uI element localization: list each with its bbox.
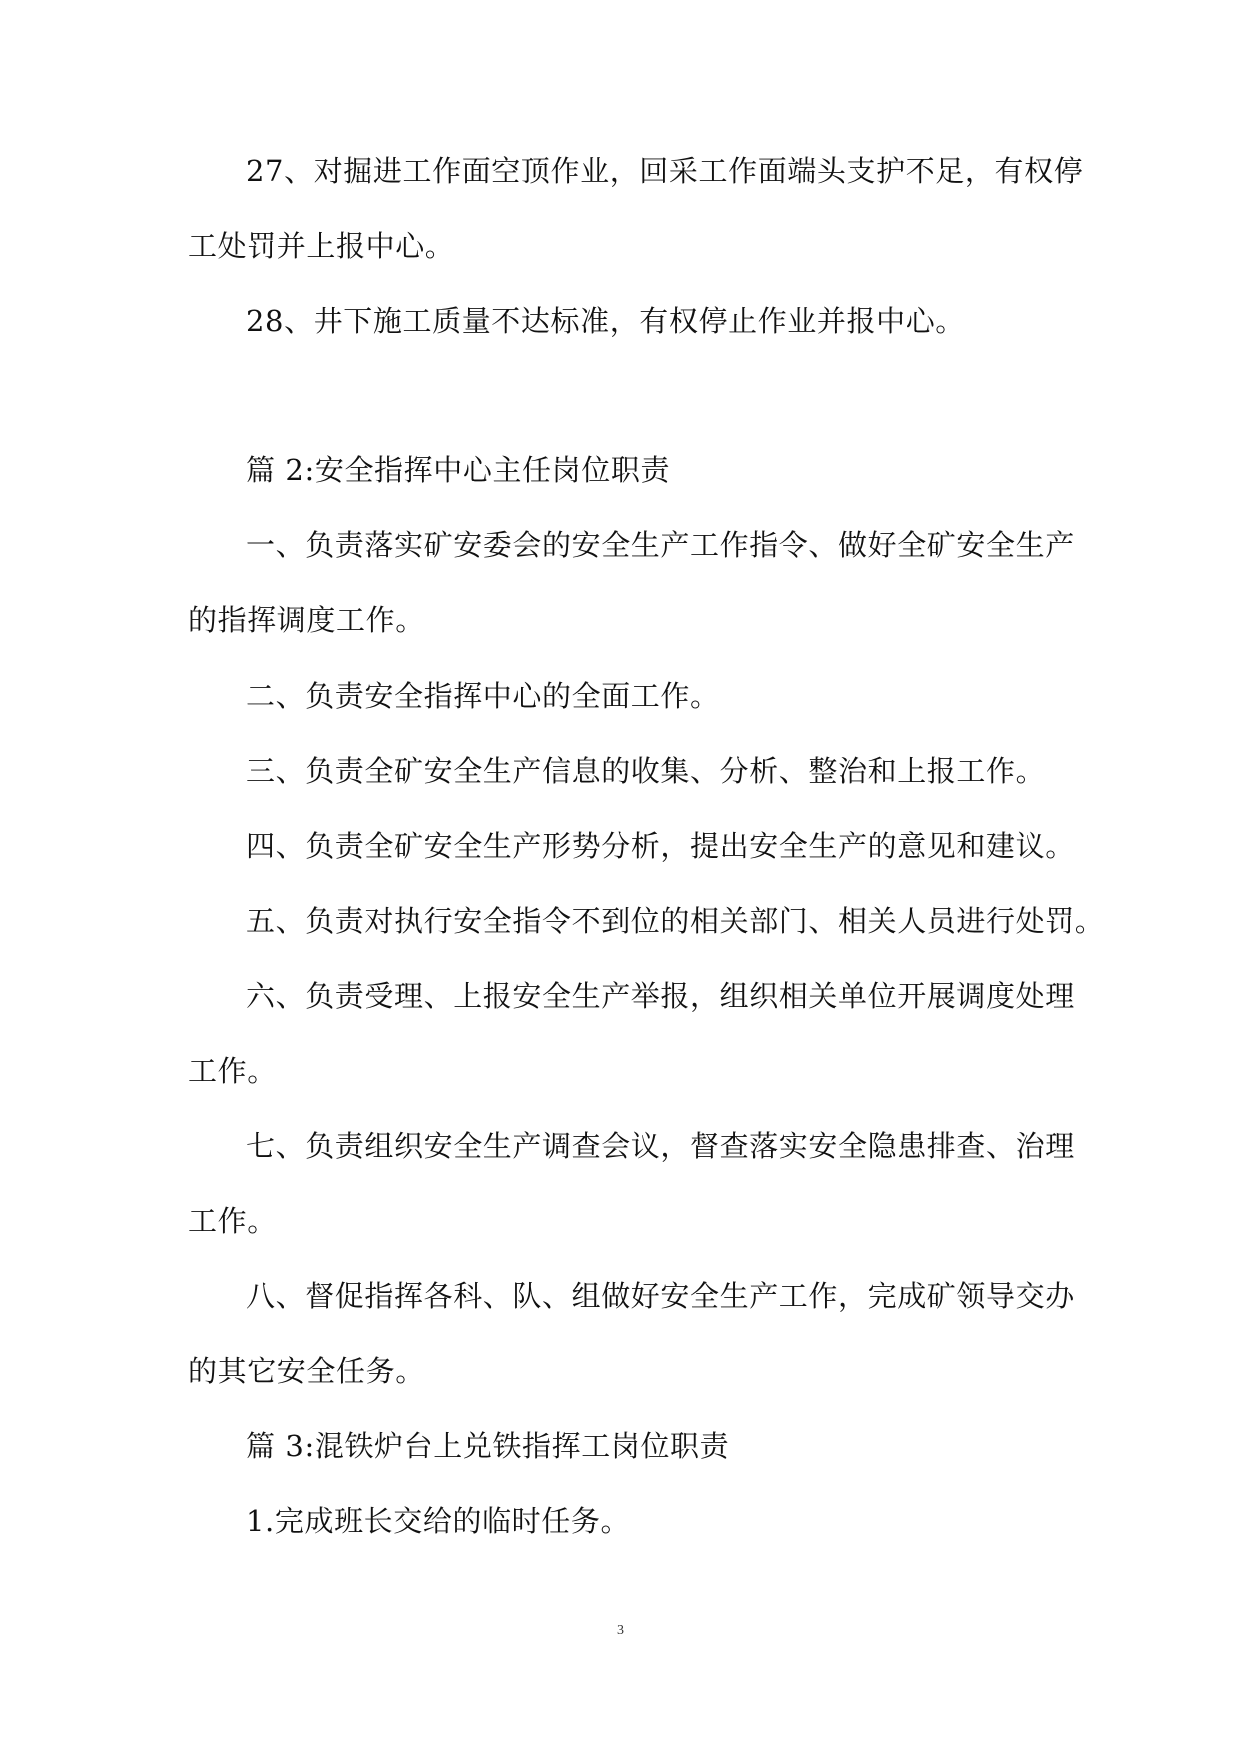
duty-1-line-1: 一、负责落实矿安委会的安全生产工作指令、做好全矿安全生产	[246, 528, 1075, 562]
duty-2: 二、负责安全指挥中心的全面工作。	[246, 679, 720, 713]
section-2-heading: 篇 2:安全指挥中心主任岗位职责	[246, 453, 671, 487]
section-3-item-1: 1.完成班长交给的临时任务。	[246, 1504, 631, 1538]
duty-3: 三、负责全矿安全生产信息的收集、分析、整治和上报工作。	[246, 754, 1046, 788]
duty-5: 五、负责对执行安全指令不到位的相关部门、相关人员进行处罚。	[246, 904, 1105, 938]
section-3-heading: 篇 3:混铁炉台上兑铁指挥工岗位职责	[246, 1429, 730, 1463]
duty-8-line-2: 的其它安全任务。	[188, 1354, 425, 1388]
duty-8-line-1: 八、督促指挥各科、队、组做好安全生产工作，完成矿领导交办	[246, 1279, 1075, 1313]
duty-1-line-2: 的指挥调度工作。	[188, 603, 425, 637]
duty-7-line-1: 七、负责组织安全生产调查会议，督查落实安全隐患排查、治理	[246, 1129, 1075, 1163]
paragraph-27-line-1: 27、对掘进工作面空顶作业，回采工作面端头支护不足，有权停	[246, 154, 1084, 188]
duty-4: 四、负责全矿安全生产形势分析，提出安全生产的意见和建议。	[246, 829, 1075, 863]
duty-6-line-1: 六、负责受理、上报安全生产举报，组织相关单位开展调度处理	[246, 979, 1075, 1013]
paragraph-27-line-2: 工处罚并上报中心。	[188, 229, 455, 263]
paragraph-28: 28、井下施工质量不达标准，有权停止作业并报中心。	[246, 304, 965, 338]
duty-7-line-2: 工作。	[188, 1204, 277, 1238]
duty-6-line-2: 工作。	[188, 1054, 277, 1088]
page-number: 3	[617, 1623, 624, 1638]
